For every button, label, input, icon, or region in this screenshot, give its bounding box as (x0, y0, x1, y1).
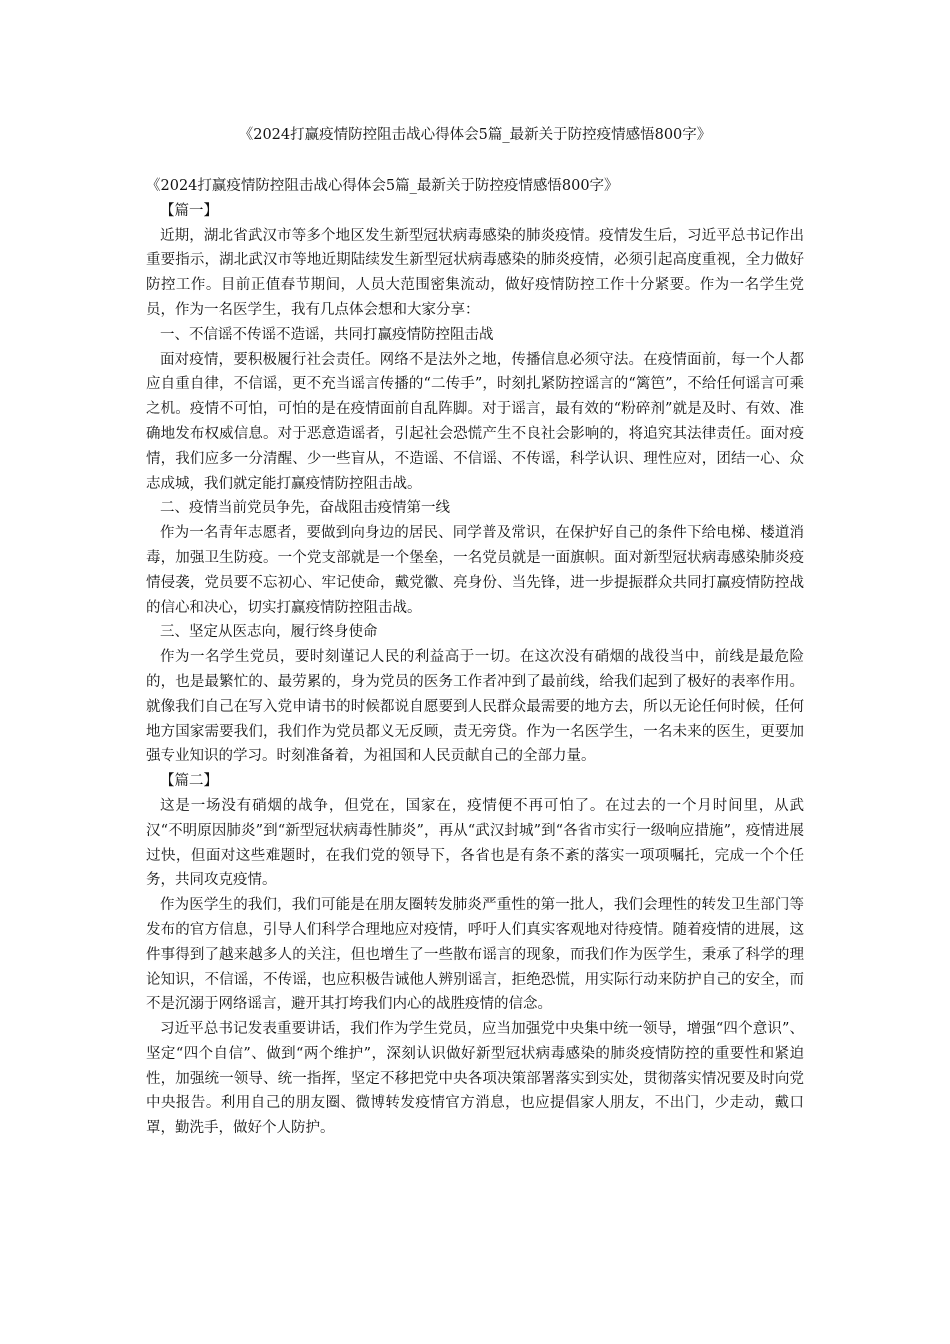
part-2-paragraph-3: 习近平总书记发表重要讲话，我们作为学生党员，应当加强党中央集中统一领导，增强“四个意识”、坚定“四个自信”、做到“两个维护”，深刻认识做好新型冠状病毒感染的肺炎疫情防控的重要性和紧迫性，加强统一领导、统一指挥，坚定不移把党中央各项决策部署落实到实处，贯彻落实情况要及时向党中央报告。利用自己的朋友圈、微博转发疫情官方消息，也应提倡家人朋友，不出门，少走动，戴口罩，勤洗手，做好个人防护。 (146, 1021, 804, 1137)
part-2-paragraph-2: 作为医学生的我们，我们可能是在朋友圈转发肺炎严重性的第一批人，我们会理性的转发卫生部门等发布的官方信息，引导人们科学合理地应对疫情，呼吁人们真实客观地对待疫情。随着疫情的进展，这件事得到了越来越多人的关注，但也增生了一些散布谣言的现象，而我们作为医学生，秉承了科学的理论知识，不信谣，不传谣，也应积极告诫他人辨别谣言，拒绝恐慌，用实际行动来防护自己的安全，而不是沉溺于网络谣言，避开其打垮我们内心的战胜疫情的信念。 (146, 897, 804, 1013)
part-1-intro: 近期，湖北省武汉市等多个地区发生新型冠状病毒感染的肺炎疫情。疫情发生后，习近平总书记作出重要指示，湖北武汉市等地近期陆续发生新型冠状病毒感染的肺炎疫情，必须引起高度重视，全力做好防控工作。目前正值春节期间，人员大范围密集流动，做好疫情防控工作十分紧要。作为一名学生党员，作为一名医学生，我有几点体会想和大家分享： (146, 227, 804, 318)
document-subtitle: 《2024打赢疫情防控阻击战心得体会5篇_最新关于防控疫情感悟800字》 (146, 178, 619, 194)
part-2-paragraph-1: 这是一场没有硝烟的战争，但党在，国家在，疫情便不再可怕了。在过去的一个月时间里，从武汉“不明原因肺炎”到“新型冠状病毒性肺炎”，再从“武汉封城”到“各省市实行一级响应措施”，疫情进展过快，但面对这些难题时，在我们党的领导下，各省也是有条不紊的落实一项项嘱托，完成一个个任务，共同攻克疫情。 (146, 797, 804, 889)
section-3-body: 作为一名学生党员，要时刻谨记人民的利益高于一切。在这次没有硝烟的战役当中，前线是最危险的，也是最繁忙的、最劳累的，身为党员的医务工作者冲到了最前线，给我们起到了极好的表率作用。就像我们自己在写入党申请书的时候都说自愿要到人民群众最需要的地方去，所以无论任何时候，任何地方国家需要我们，我们作为党员都义无反顾，责无旁贷。作为一名医学生，一名未来的医生，更要加强专业知识的学习。时刻准备着，为祖国和人民贡献自己的全部力量。 (146, 649, 804, 765)
section-3-heading: 三、坚定从医志向，履行终身使命 (160, 624, 378, 641)
section-1-heading: 一、不信谣不传谣不造谣，共同打赢疫情防控阻击战 (160, 326, 494, 343)
section-2-heading: 二、疫情当前党员争先，奋战阻击疫情第一线 (160, 500, 450, 517)
part-1-heading: 【篇一】 (160, 202, 218, 219)
section-2-body: 作为一名青年志愿者，要做到向身边的居民、同学普及常识，在保护好自己的条件下给电梯、楼道消毒，加强卫生防疫。一个党支部就是一个堡垒，一名党员就是一面旗帜。面对新型冠状病毒感染肺炎疫情侵袭，党员要不忘初心、牢记使命，戴党徽、亮身份、当先锋，进一步提振群众共同打赢疫情防控战的信心和决心，切实打赢疫情防控阻击战。 (146, 525, 804, 616)
part-2-heading: 【篇二】 (160, 773, 218, 790)
document-body (146, 174, 804, 1141)
page-title: 《2024打赢疫情防控阻击战心得体会5篇_最新关于防控疫情感悟800字》 (238, 127, 712, 143)
section-1-body: 面对疫情，要积极履行社会责任。网络不是法外之地，传播信息必须守法。在疫情面前，每一个人都应自重自律，不信谣，更不充当谣言传播的“二传手”，时刻扎紧防控谣言的“篱笆”，不给任何谣言可乘之机。疫情不可怕，可怕的是在疫情面前自乱阵脚。对于谣言，最有效的“粉碎剂”就是及时、有效、准确地发布权威信息。对于恶意造谣者，引起社会恐慌产生不良社会影响的，将追究其法律责任。面对疫情，我们应多一分清醒、少一些盲从，不造谣、不信谣、不传谣，科学认识、理性应对，团结一心、众志成城，我们就定能打赢疫情防控阻击战。 (146, 351, 804, 492)
